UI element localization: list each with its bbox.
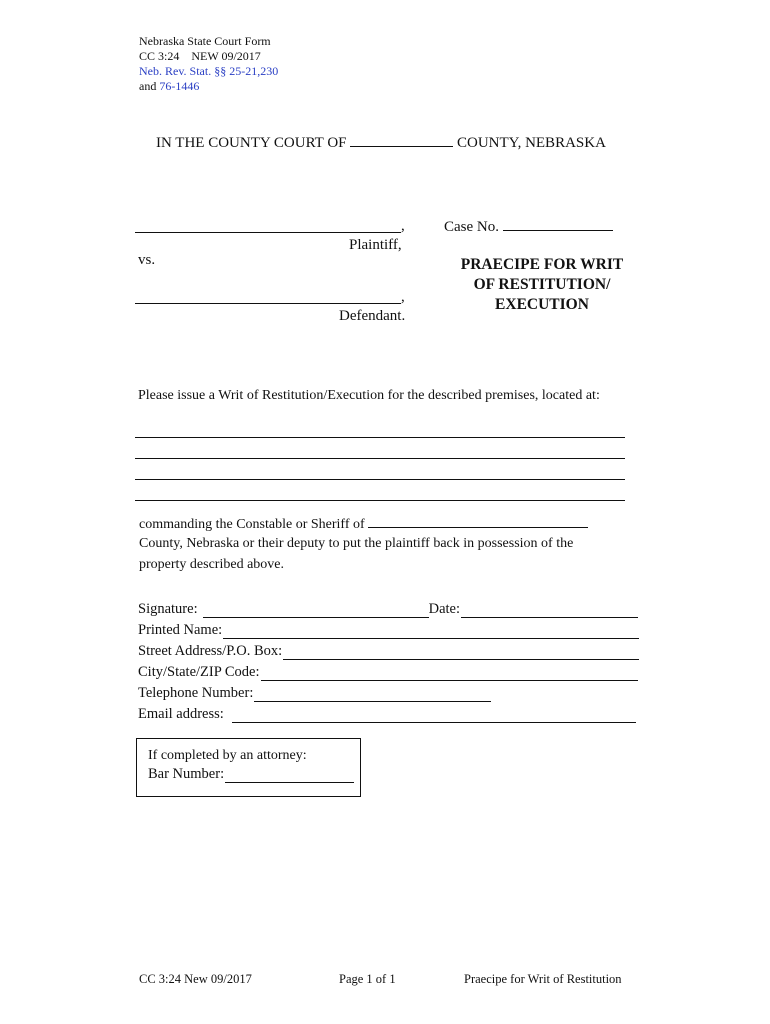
date-label: Date: xyxy=(428,601,461,617)
signature-row xyxy=(138,601,638,618)
plaintiff-comma: , xyxy=(401,218,405,234)
printed-name-label: Printed Name: xyxy=(138,622,223,638)
defendant-name-line[interactable] xyxy=(135,303,401,304)
statute-link-2[interactable]: 76-1446 xyxy=(159,79,200,93)
command-line-3: property described above. xyxy=(139,557,284,572)
printed-name-field[interactable] xyxy=(223,625,639,639)
premises-line[interactable] xyxy=(135,479,625,480)
bar-number-row xyxy=(148,766,354,783)
city-field[interactable] xyxy=(261,667,638,681)
request-text: Please issue a Writ of Restitution/Execution for the described premises, located at: xyxy=(138,388,600,403)
footer-form-number: CC 3:24 New 09/2017 xyxy=(139,972,252,986)
signature-label: Signature: xyxy=(138,601,198,617)
vs-label: vs. xyxy=(138,252,156,268)
city-row xyxy=(138,664,638,681)
command-line-2: County, Nebraska or their deputy to put the plaintiff back in possession of the xyxy=(139,536,574,551)
constable-county-blank[interactable] xyxy=(368,515,588,528)
printed-name-row xyxy=(138,622,639,639)
document-title xyxy=(446,255,638,315)
title-line-1: PRAECIPE FOR WRIT xyxy=(460,256,624,273)
form-name: Nebraska State Court Form xyxy=(139,34,271,48)
plaintiff-name-line[interactable] xyxy=(135,232,401,233)
and-label: and xyxy=(139,79,157,93)
defendant-comma: , xyxy=(401,289,405,305)
form-number: CC 3:24 NEW 09/2017 xyxy=(139,49,261,63)
attorney-box-heading: If completed by an attorney: xyxy=(148,748,307,763)
court-heading xyxy=(156,134,606,152)
form-header xyxy=(139,34,278,94)
premises-line[interactable] xyxy=(135,500,625,501)
defendant-label: Defendant. xyxy=(339,308,406,324)
title-line-2: OF RESTITUTION/ xyxy=(473,276,611,293)
court-suffix: COUNTY, NEBRASKA xyxy=(457,135,606,151)
command-text-1: commanding the Constable or Sheriff of xyxy=(139,517,365,532)
premises-line[interactable] xyxy=(135,458,625,459)
statute-link[interactable]: Neb. Rev. Stat. §§ 25-21,230 xyxy=(139,64,279,78)
footer-form-title: Praecipe for Writ of Restitution xyxy=(464,972,622,986)
plaintiff-label: Plaintiff, xyxy=(349,237,402,253)
title-line-3: EXECUTION xyxy=(495,296,589,313)
phone-row xyxy=(138,685,491,702)
bar-number-field[interactable] xyxy=(225,769,354,783)
case-no-label: Case No. xyxy=(444,219,499,235)
date-field[interactable] xyxy=(461,604,638,618)
street-field[interactable] xyxy=(283,646,639,660)
premises-line[interactable] xyxy=(135,437,625,438)
footer-page-number: Page 1 of 1 xyxy=(339,972,396,986)
court-prefix: IN THE COUNTY COURT OF xyxy=(156,135,347,151)
case-number-blank[interactable] xyxy=(503,218,613,231)
city-label: City/State/ZIP Code: xyxy=(138,664,260,680)
county-name-blank[interactable] xyxy=(350,134,453,147)
case-number-row xyxy=(444,218,613,236)
email-field[interactable] xyxy=(232,709,636,723)
email-row xyxy=(138,706,636,723)
attorney-box xyxy=(136,738,361,797)
bar-number-label: Bar Number: xyxy=(148,766,225,782)
street-row xyxy=(138,643,639,660)
email-label: Email address: xyxy=(138,706,224,722)
command-line-1 xyxy=(139,515,588,533)
phone-field[interactable] xyxy=(254,688,491,702)
street-label: Street Address/P.O. Box: xyxy=(138,643,283,659)
phone-label: Telephone Number: xyxy=(138,685,254,701)
signature-field[interactable] xyxy=(203,604,429,618)
